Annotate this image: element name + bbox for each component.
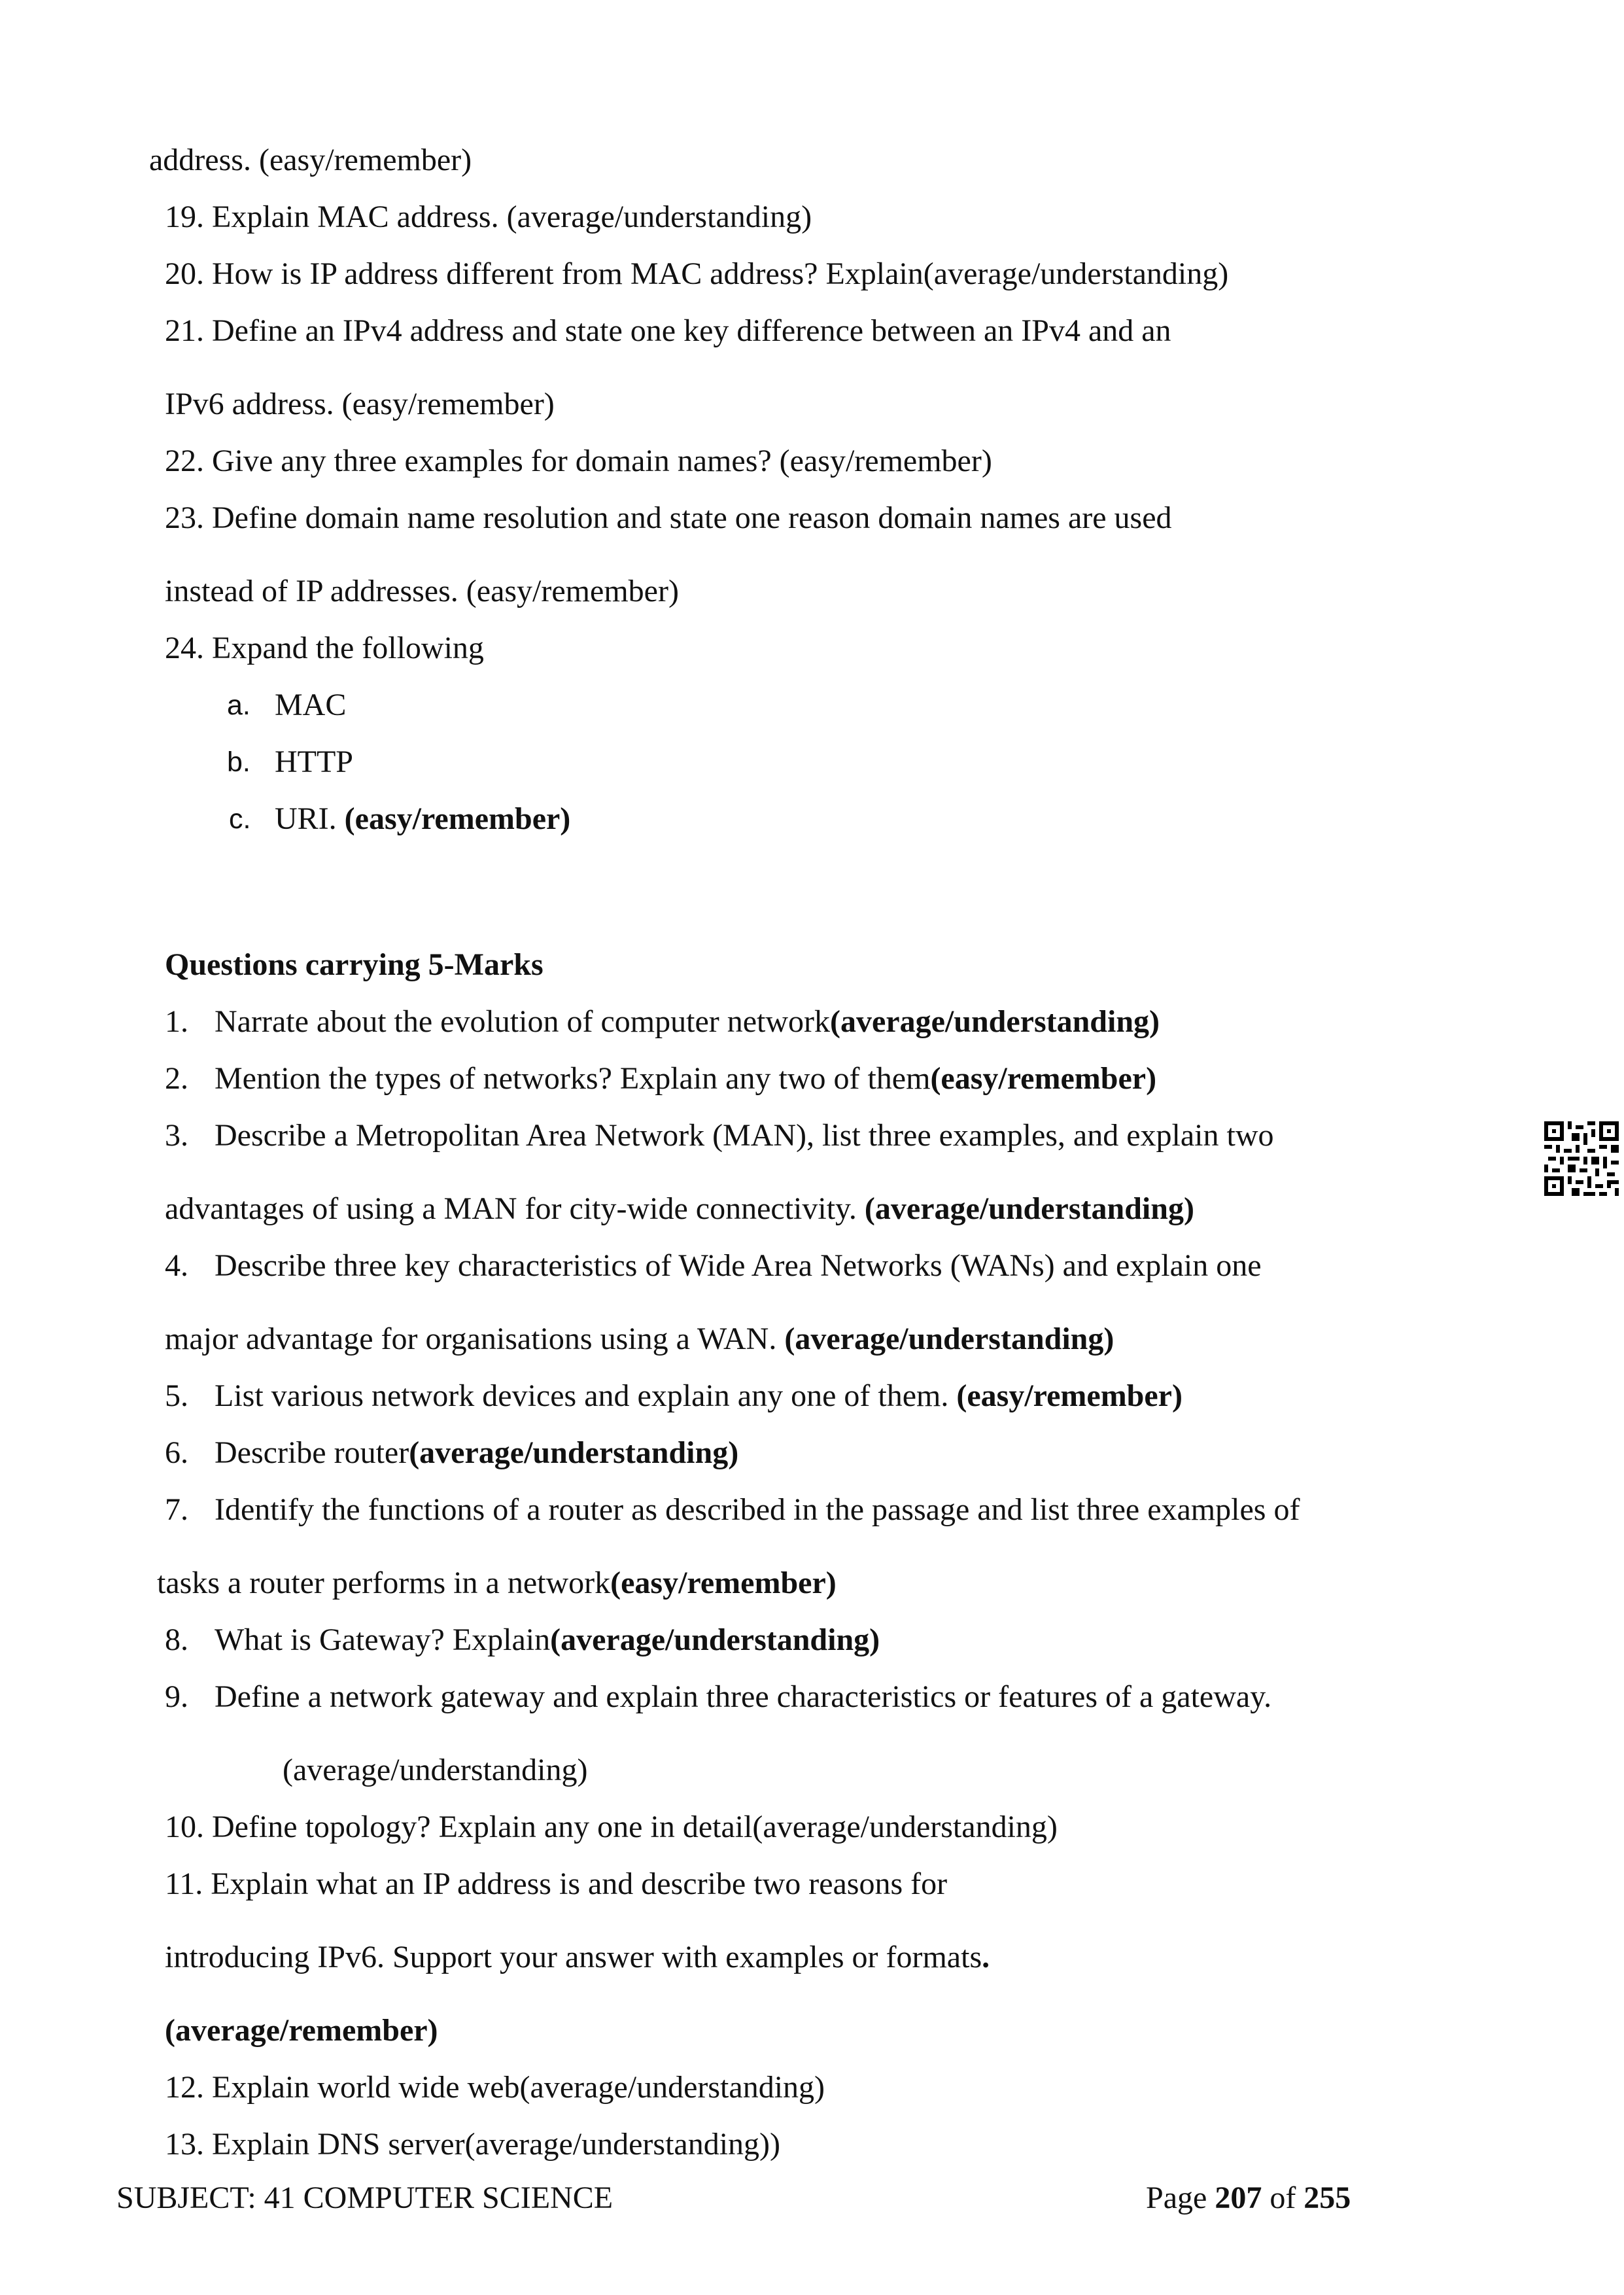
question-text: Define domain name resolution and state one reason domain names are used	[212, 500, 1172, 535]
question-number: 13.	[165, 2127, 204, 2162]
question-5m-8	[165, 1621, 880, 1660]
question-22	[165, 442, 992, 481]
current-page: 207	[1215, 2181, 1262, 2215]
list-letter-a: a.	[227, 690, 251, 721]
question-text: advantages of using a MAN for city-wide connectivity.	[165, 1191, 865, 1226]
question-5m-10	[165, 1808, 1058, 1847]
question-text: Explain DNS server(average/understanding))	[212, 2127, 781, 2162]
question-5m-9-continued: (average/understanding)	[283, 1753, 588, 1787]
question-text: Explain world wide web(average/understanding)	[212, 2070, 825, 2105]
question-number: 7.	[165, 1492, 188, 1527]
question-text: Identify the functions of a router as described in the passage and list three examples of	[215, 1492, 1300, 1527]
question-number: 1.	[165, 1004, 188, 1039]
question-text: Give any three examples for domain names? (easy/remember)	[212, 444, 992, 478]
footer-subject: SUBJECT: 41 COMPUTER SCIENCE	[116, 2181, 613, 2215]
section-heading: Questions carrying 5-Marks	[165, 947, 544, 982]
difficulty-tag: (average/understanding)	[550, 1622, 880, 1657]
question-text: Describe three key characteristics of Wide Area Networks (WANs) and explain one	[215, 1248, 1262, 1283]
question-text: Mention the types of networks? Explain any two of them	[215, 1061, 931, 1096]
question-number: 5.	[165, 1378, 188, 1413]
question-number: 19.	[165, 200, 204, 234]
difficulty-tag: (easy/remember)	[610, 1566, 837, 1600]
question-5m-11-difficulty: (average/remember)	[165, 2013, 438, 2048]
difficulty-tag: (average/understanding)	[784, 1322, 1114, 1356]
difficulty-tag: (easy/remember)	[930, 1061, 1157, 1096]
question-5m-1	[165, 1002, 1160, 1042]
question-text: Explain MAC address. (average/understanding)	[212, 200, 812, 234]
question-text: Define an IPv4 address and state one key difference between an IPv4 and an	[212, 313, 1171, 348]
question-number: 22.	[165, 444, 204, 478]
question-number: 2.	[165, 1061, 188, 1096]
question-24	[165, 629, 484, 668]
question-5m-12	[165, 2068, 825, 2107]
question-5m-7	[165, 1490, 1300, 1530]
question-20	[165, 254, 1228, 294]
question-text: Explain what an IP address is and describe two reasons for	[211, 1866, 948, 1901]
difficulty-tag: (average/understanding)	[409, 1435, 739, 1470]
of-label: of	[1262, 2181, 1304, 2215]
difficulty-tag: (easy/remember)	[956, 1378, 1183, 1413]
question-text: Narrate about the evolution of computer network	[215, 1004, 831, 1039]
question-5m-2	[165, 1059, 1156, 1098]
expand-item-uri	[275, 799, 570, 839]
question-number: 21.	[165, 313, 204, 348]
continued-question-text: address. (easy/remember)	[149, 143, 472, 177]
question-number: 3.	[165, 1118, 188, 1153]
footer-page-number	[1146, 2179, 1351, 2218]
question-21-continued: IPv6 address. (easy/remember)	[165, 387, 555, 421]
question-text: List various network devices and explain any one of them.	[215, 1378, 957, 1413]
difficulty-tag: (easy/remember)	[344, 801, 571, 836]
item-text: URI.	[275, 801, 345, 836]
question-number: 23.	[165, 500, 204, 535]
question-number: 20.	[165, 256, 204, 291]
question-text: Describe a Metropolitan Area Network (MAN), list three examples, and explain two	[215, 1118, 1274, 1153]
question-text: What is Gateway? Explain	[215, 1622, 551, 1657]
question-5m-11-continued	[165, 1938, 990, 1977]
question-number: 9.	[165, 1679, 188, 1714]
question-text: Define topology? Explain any one in detail(average/understanding)	[212, 1810, 1058, 1844]
question-5m-3	[165, 1116, 1274, 1155]
difficulty-tag: (average/understanding)	[864, 1191, 1194, 1226]
question-number: 24.	[165, 631, 204, 665]
question-text: major advantage for organisations using a WAN.	[165, 1322, 785, 1356]
question-text: Define a network gateway and explain three characteristics or features of a gateway.	[215, 1679, 1272, 1714]
question-5m-4	[165, 1246, 1262, 1286]
expand-item-http: HTTP	[275, 745, 353, 779]
list-letter-b: b.	[227, 746, 251, 778]
question-text: introducing IPv6. Support your answer with examples or formats	[165, 1940, 982, 1974]
question-5m-13	[165, 2125, 780, 2164]
expand-item-mac: MAC	[275, 688, 347, 722]
question-text: Expand the following	[212, 631, 484, 665]
question-text: tasks a router performs in a network	[157, 1566, 611, 1600]
question-5m-7-continued	[157, 1564, 837, 1603]
question-19	[165, 198, 812, 237]
question-5m-3-continued	[165, 1189, 1194, 1229]
question-number: 12.	[165, 2070, 204, 2105]
question-5m-4-continued	[165, 1320, 1114, 1359]
question-23	[165, 499, 1172, 538]
closing-period: .	[982, 1940, 990, 1974]
qr-code-icon	[1544, 1121, 1619, 1196]
question-number: 6.	[165, 1435, 188, 1470]
question-21	[165, 311, 1171, 351]
question-number: 11.	[165, 1866, 203, 1901]
question-text: Describe router	[215, 1435, 409, 1470]
question-5m-9	[165, 1677, 1271, 1717]
question-number: 10.	[165, 1810, 204, 1844]
question-text: How is IP address different from MAC address? Explain(average/understanding)	[212, 256, 1229, 291]
question-5m-11	[165, 1865, 947, 1904]
question-number: 8.	[165, 1622, 188, 1657]
difficulty-tag: (average/understanding)	[830, 1004, 1160, 1039]
list-letter-c: c.	[229, 803, 251, 835]
question-number: 4.	[165, 1248, 188, 1283]
question-5m-5	[165, 1376, 1183, 1416]
page-label: Page	[1146, 2181, 1215, 2215]
question-5m-6	[165, 1433, 738, 1473]
total-pages: 255	[1304, 2181, 1351, 2215]
question-23-continued: instead of IP addresses. (easy/remember)	[165, 574, 679, 608]
